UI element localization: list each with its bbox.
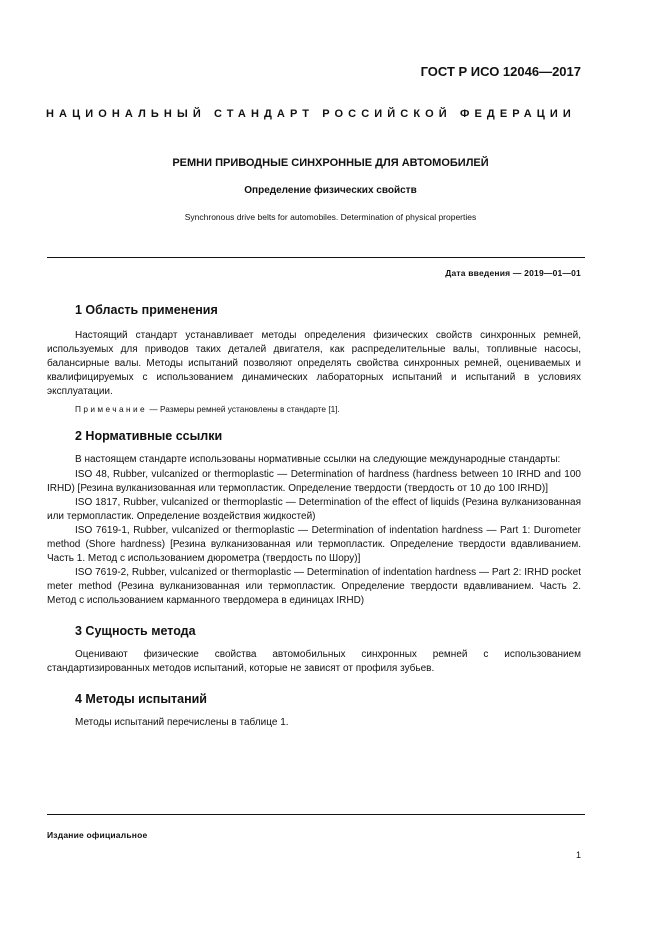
title-divider (47, 257, 585, 258)
section-4-paragraph: Методы испытаний перечислены в таблице 1. (75, 716, 289, 728)
official-edition-label: Издание официальное (47, 830, 148, 840)
document-title: РЕМНИ ПРИВОДНЫЕ СИНХРОННЫЕ ДЛЯ АВТОМОБИЛЕЙ (172, 157, 489, 169)
section-3-heading: 3 Сущность метода (75, 623, 196, 638)
national-standard-heading: НАЦИОНАЛЬНЫЙ СТАНДАРТ РОССИЙСКОЙ ФЕДЕРАЦИИ (46, 108, 576, 120)
section-2-heading: 2 Нормативные ссылки (75, 429, 223, 444)
reference-iso-1817: ISO 1817, Rubber, vulcanized or thermoplastic — Determination of the effect of liquids (Резина вулканизованная или термопластик. Определение воздействия жидкостей) (47, 496, 581, 522)
introduction-date: Дата введения — 2019—01—01 (445, 268, 581, 278)
document-subtitle: Определение физических свойств (244, 185, 417, 196)
note-label: Примечание (75, 404, 148, 415)
reference-iso-48: ISO 48, Rubber, vulcanized or thermoplastic — Determination of hardness (hardness between 10 IRHD and 100 IRHD) [Резина вулканизованная или термопластик. Определение твердости (твердость от 10 до 100 IRHD)] (47, 468, 581, 494)
section-2-intro: В настоящем стандарте использованы нормативные ссылки на следующие международные стандарты: (75, 454, 561, 466)
section-4-heading: 4 Методы испытаний (75, 691, 207, 706)
section-1-note (47, 403, 581, 415)
reference-iso-7619-2: ISO 7619-2, Rubber, vulcanized or thermoplastic — Determination of indentation hardness — Part 2: IRHD pocket meter method (Резина вулканизованная или термопластик. Определение твердости вдавливанием. Часть 2. Метод с использованием карманного твердомера в единицах IRHD) (47, 567, 581, 607)
section-1-heading: 1 Область применения (75, 303, 218, 317)
standard-code: ГОСТ Р ИСО 12046—2017 (420, 64, 581, 79)
english-title: Synchronous drive belts for automobiles. Determination of physical properties (184, 212, 477, 222)
page-number: 1 (575, 850, 581, 860)
reference-iso-7619-1: ISO 7619-1, Rubber, vulcanized or thermoplastic — Determination of indentation hardness — Part 1: Durometer method (Shore hardness) [Резина вулканизованная или термопластик. Определение твердости вдавливанием. Часть 1. Метод с использованием дюрометра (твердость по Шору)] (47, 524, 581, 565)
footer-divider (47, 814, 585, 815)
note-text: — Размеры ремней установлены в стандарте [1]. (147, 404, 340, 415)
section-3-paragraph: Оценивают физические свойства автомобильных синхронных ремней с использованием стандартизированных методов испытаний, которые не зависят от профиля зубьев. (47, 648, 581, 674)
document-body (47, 303, 581, 730)
section-1-paragraph: Настоящий стандарт устанавливает методы определения физических свойств синхронных ремней, используемых для приводов таких деталей двигателя, как распределительные валы, топливные насосы, балансирные валы. Методы испытаний позволяют определять свойства синхронных ремней, оцениваемых и квалифицируемых с использованием динамических лабораторных испытаний и испытаний в условиях эксплуатации. (47, 330, 581, 398)
